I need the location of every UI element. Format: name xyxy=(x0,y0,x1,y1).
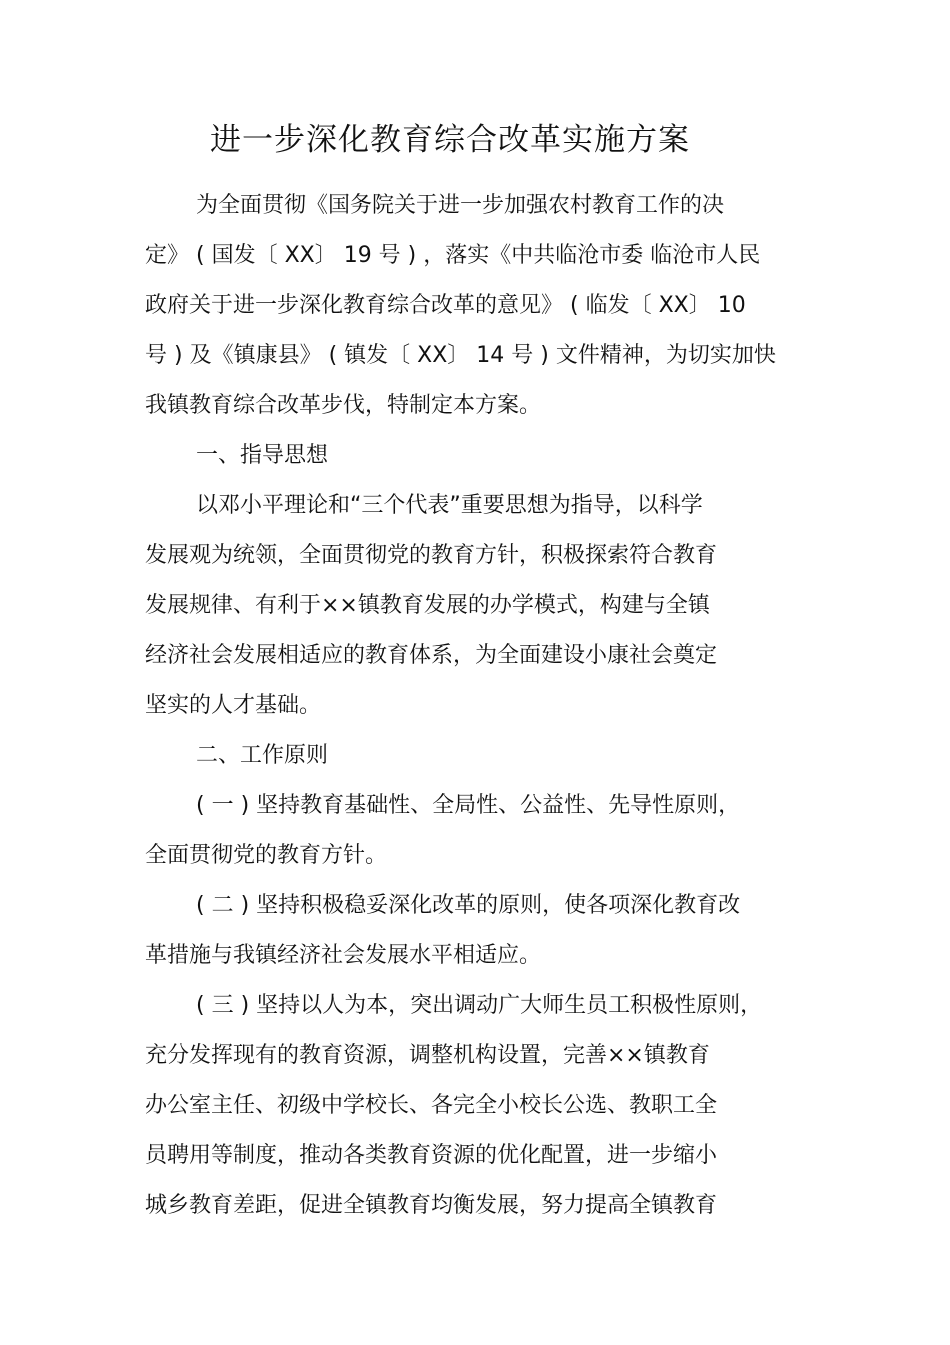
body-line-4: 号 ) 及《镇康县》 ( 镇发〔 XX〕 14 号 ) 文件精神，为切实加快 xyxy=(145,343,776,368)
principle-1-line-1: ( 一 ) 坚持教育基础性、全局性、公益性、先导性原则， xyxy=(196,793,741,818)
body-line-2: 定》 ( 国发〔 XX〕 19 号 ) ，落实《中共临沧市委 临沧市人民 xyxy=(145,243,761,268)
principle-2-line-1: ( 二 ) 坚持积极稳妥深化改革的原则，使各项深化教育改 xyxy=(196,893,741,918)
body-line-10: 经济社会发展相适应的教育体系，为全面建设小康社会奠定 xyxy=(145,643,718,668)
principle-1-line-2: 全面贯彻党的教育方针。 xyxy=(145,843,388,868)
principle-3-line-2: 充分发挥现有的教育资源，调整机构设置，完善××镇教育 xyxy=(145,1043,710,1068)
body-line-11: 坚实的人才基础。 xyxy=(145,693,322,718)
body-line-7: 以邓小平理论和“三个代表”重要思想为指导，以科学 xyxy=(196,493,703,518)
principle-3-line-5: 城乡教育差距，促进全镇教育均衡发展，努力提高全镇教育 xyxy=(145,1193,718,1218)
principle-2-line-2: 革措施与我镇经济社会发展水平相适应。 xyxy=(145,943,542,968)
body-line-9: 发展规律、有利于××镇教育发展的办学模式，构建与全镇 xyxy=(145,593,710,618)
section-heading-2: 二、工作原则 xyxy=(196,743,329,768)
body-line-3: 政府关于进一步深化教育综合改革的意见》 ( 临发〔 XX〕 10 xyxy=(145,293,746,318)
principle-3-line-4: 员聘用等制度，推动各类教育资源的优化配置，进一步缩小 xyxy=(145,1143,718,1168)
principle-3-line-1: ( 三 ) 坚持以人为本，突出调动广大师生员工积极性原则， xyxy=(196,993,763,1018)
document-title: 进一步深化教育综合改革实施方案 xyxy=(210,122,690,158)
body-line-1: 为全面贯彻《国务院关于进一步加强农村教育工作的决 xyxy=(196,193,725,218)
section-heading-1: 一、指导思想 xyxy=(196,443,329,468)
principle-3-line-3: 办公室主任、初级中学校长、各完全小校长公选、教职工全 xyxy=(145,1093,718,1118)
body-line-8: 发展观为统领，全面贯彻党的教育方针，积极探索符合教育 xyxy=(145,543,718,568)
body-line-5: 我镇教育综合改革步伐，特制定本方案。 xyxy=(145,393,542,418)
